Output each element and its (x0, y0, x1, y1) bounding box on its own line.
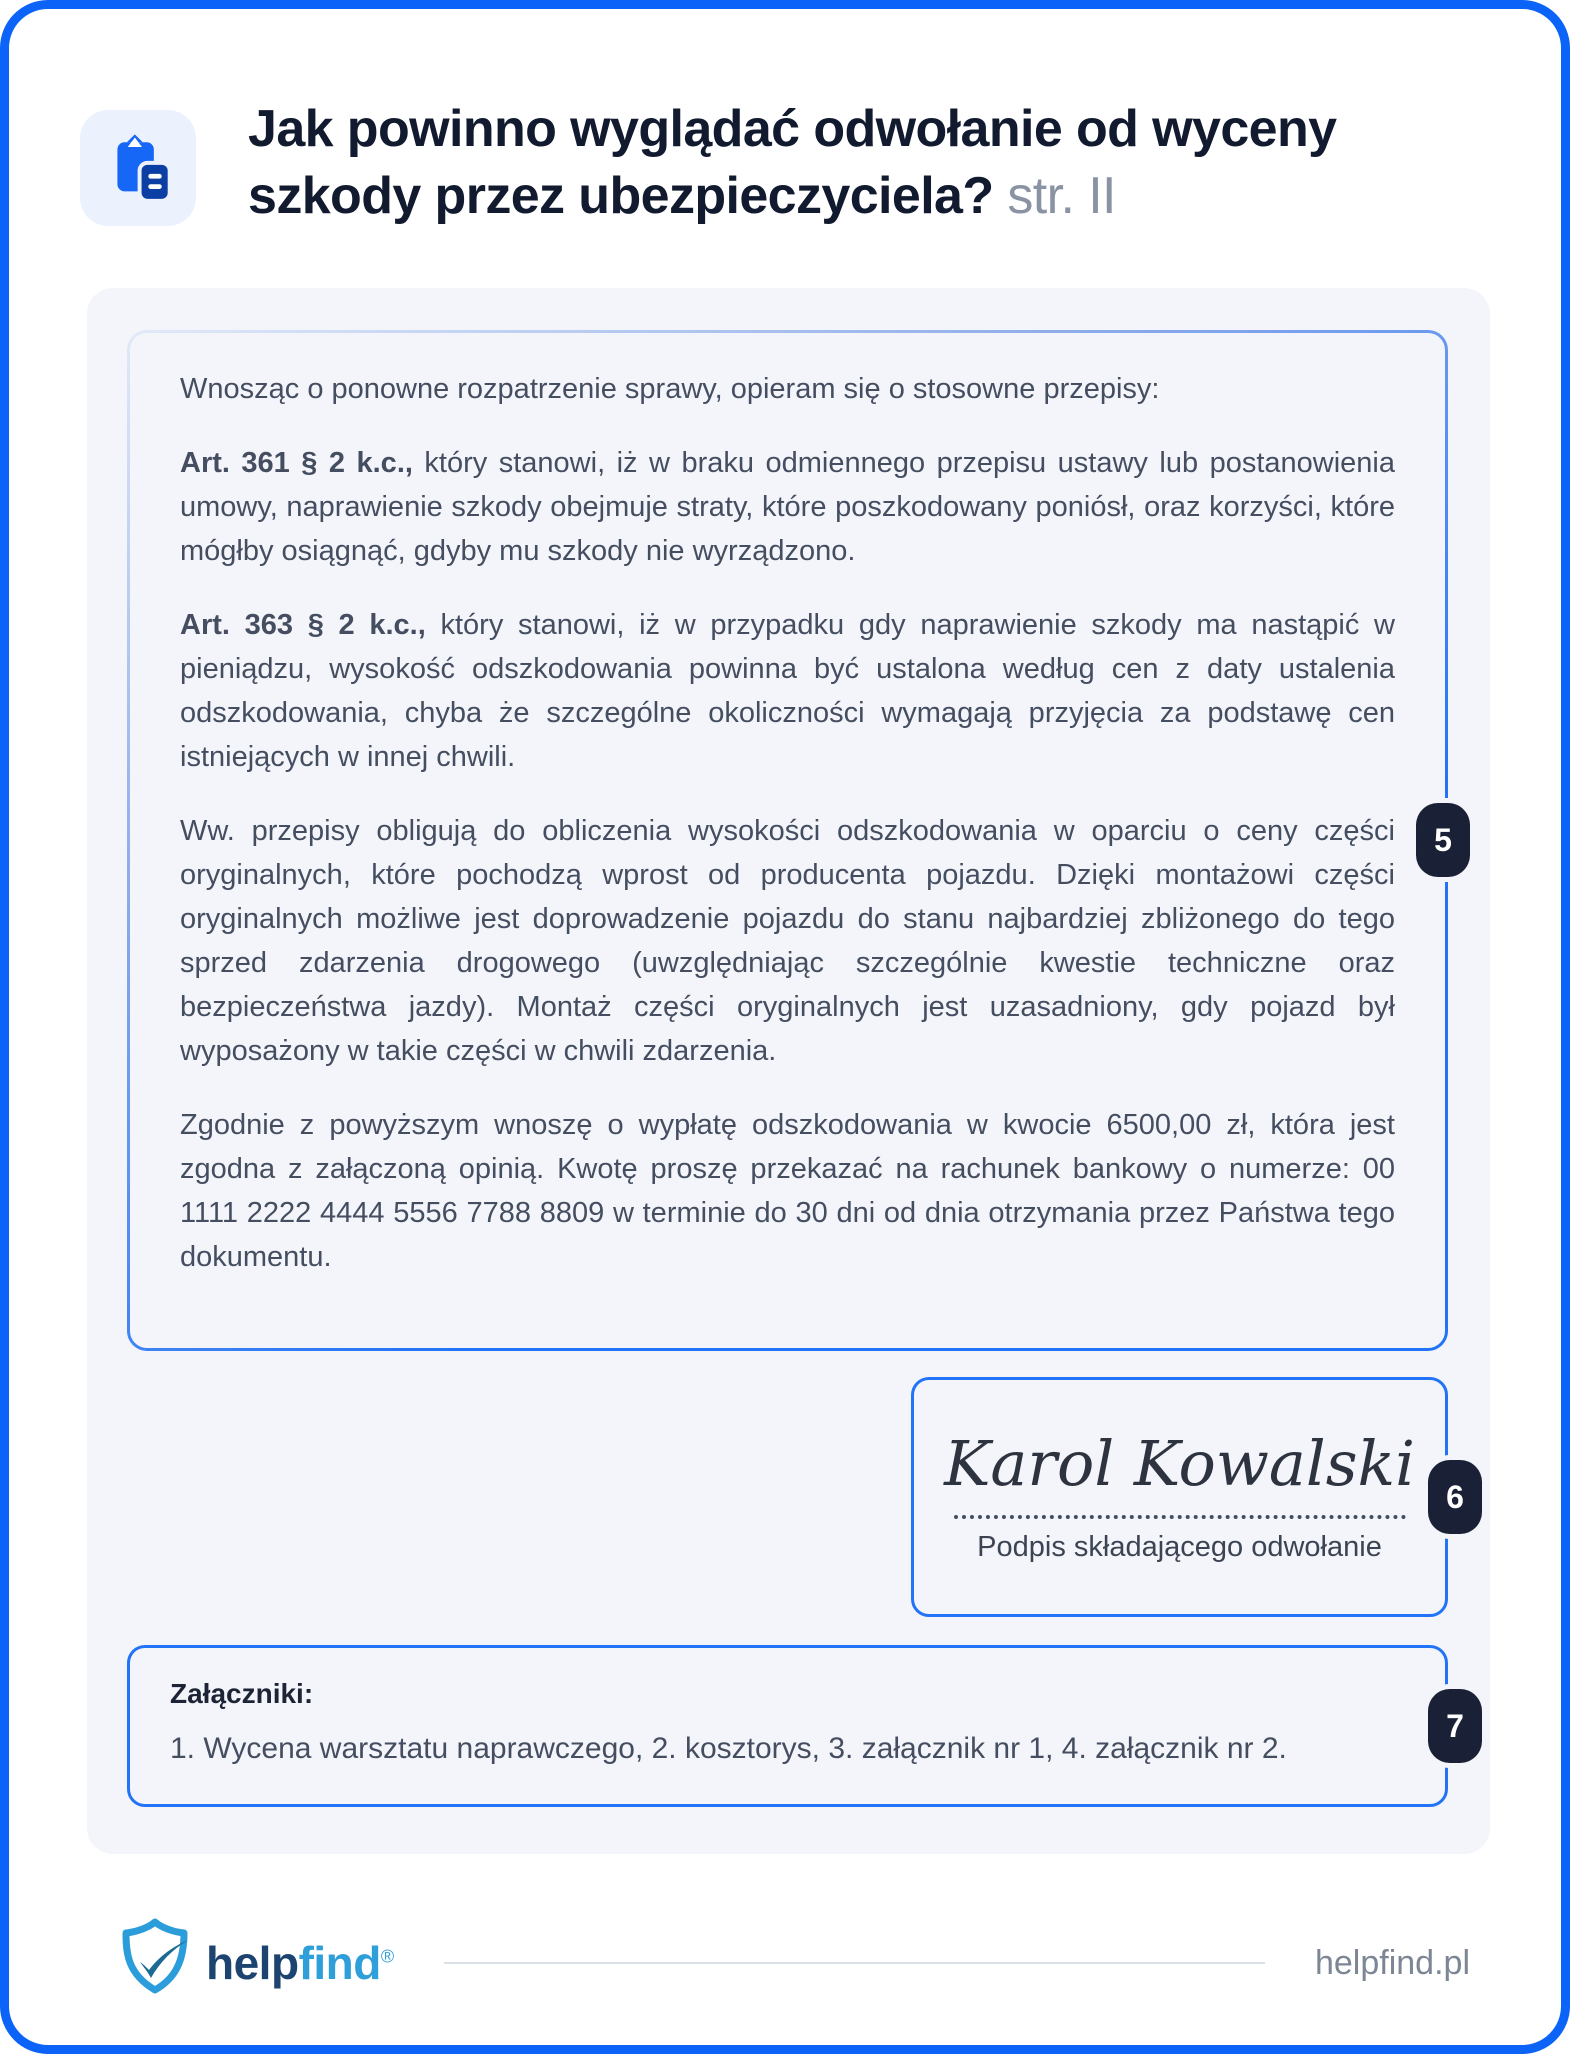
clipboard-icon (100, 128, 176, 209)
signature-dotted-line (954, 1515, 1406, 1519)
appeal-text-box (127, 330, 1448, 1351)
paragraph-original-parts-body: Ww. przepisy obligują do obliczenia wysokości odszkodowania w oparciu o ceny części oryginalnych, które pochodzą wprost od producenta pojazdu. Dzięki montażowi części oryginalnych możliwe jest doprowadzenie pojazdu do stanu najbardziej zbliżonego do tego sprzed zdarzenia drogowego (uwzględniając szczególnie kwestie techniczne oraz bezpieczeństwa jazdy). Montaż części oryginalnych jest uzasadniony, gdy pojazd był wyposażony w takie części w chwili zdarzenia. (180, 815, 1395, 1067)
paragraph-art-363-body: który stanowi, iż w przypadku gdy naprawienie szkody ma nastąpić w pieniądzu, wysokość odszkodowania powinna być ustalona według cen z daty ustalenia odszkodowania, chyba że szczególne okoliczności wymagają przyjęcia za podstawę cen istniejących w innej chwili. (180, 609, 1395, 773)
paragraph-art-361-body: który stanowi, iż w braku odmiennego przepisu ustawy lub postanowienia umowy, naprawienie szkody obejmuje straty, które poszkodowany poniósł, oraz korzyści, które mógłby osiągnąć, gdyby mu szkody nie wyrządzono. (180, 447, 1395, 567)
paragraph-art-363-lead: Art. 363 § 2 k.c., (180, 609, 426, 641)
helpfind-logo (118, 1916, 394, 2011)
header-icon-tile (80, 110, 196, 226)
signature-box (911, 1377, 1448, 1617)
signature-caption: Podpis składającego odwołanie (977, 1530, 1382, 1563)
paragraph-payment-request (180, 1103, 1395, 1279)
paragraph-art-363 (180, 603, 1395, 779)
paragraph-art-361 (180, 441, 1395, 573)
registered-mark: ® (380, 1946, 394, 1967)
step-badge-5: 5 (1416, 803, 1470, 877)
signature-name: Karol Kowalski (944, 1426, 1415, 1500)
shield-check-icon (118, 1916, 192, 2011)
attachments-box (127, 1645, 1448, 1807)
page-title-suffix: str. II (1007, 167, 1116, 225)
intro-paragraph: Wnosząc o ponowne rozpatrzenie sprawy, opieram się o stosowne przepisy: (180, 373, 1160, 405)
page-title (248, 96, 1478, 230)
footer-site-url: helpfind.pl (1314, 1943, 1470, 1982)
step-badge-7: 7 (1428, 1689, 1482, 1763)
wordmark-find: find (298, 1937, 381, 1989)
page-title-main: Jak powinno wyglądać odwołanie od wyceny szkody przez ubezpieczyciela? (248, 100, 1337, 225)
step-badge-6: 6 (1428, 1460, 1482, 1534)
helpfind-wordmark (206, 1936, 394, 1990)
paragraph-art-361-lead: Art. 361 § 2 k.c., (180, 447, 413, 479)
appeal-text-box-inner (130, 333, 1445, 1348)
attachments-list: 1. Wycena warsztatu naprawczego, 2. kosztorys, 3. załącznik nr 1, 4. załącznik nr 2. (170, 1732, 1287, 1765)
wordmark-help: help (206, 1937, 299, 1989)
paragraph-payment-request-body: Zgodnie z powyższym wnoszę o wypłatę odszkodowania w kwocie 6500,00 zł, która jest zgodna z załączoną opinią. Kwotę proszę przekazać na rachunek bankowy o numerze: 00 1111 2222 4444 5556 7788 8809 w terminie do 30 dni od dnia otrzymania przez Państwa tego dokumentu. (180, 1109, 1395, 1273)
paragraph-original-parts (180, 809, 1395, 1073)
footer-divider (444, 1962, 1265, 1964)
footer (118, 1905, 1470, 2021)
attachments-title: Załączniki: (170, 1678, 314, 1709)
